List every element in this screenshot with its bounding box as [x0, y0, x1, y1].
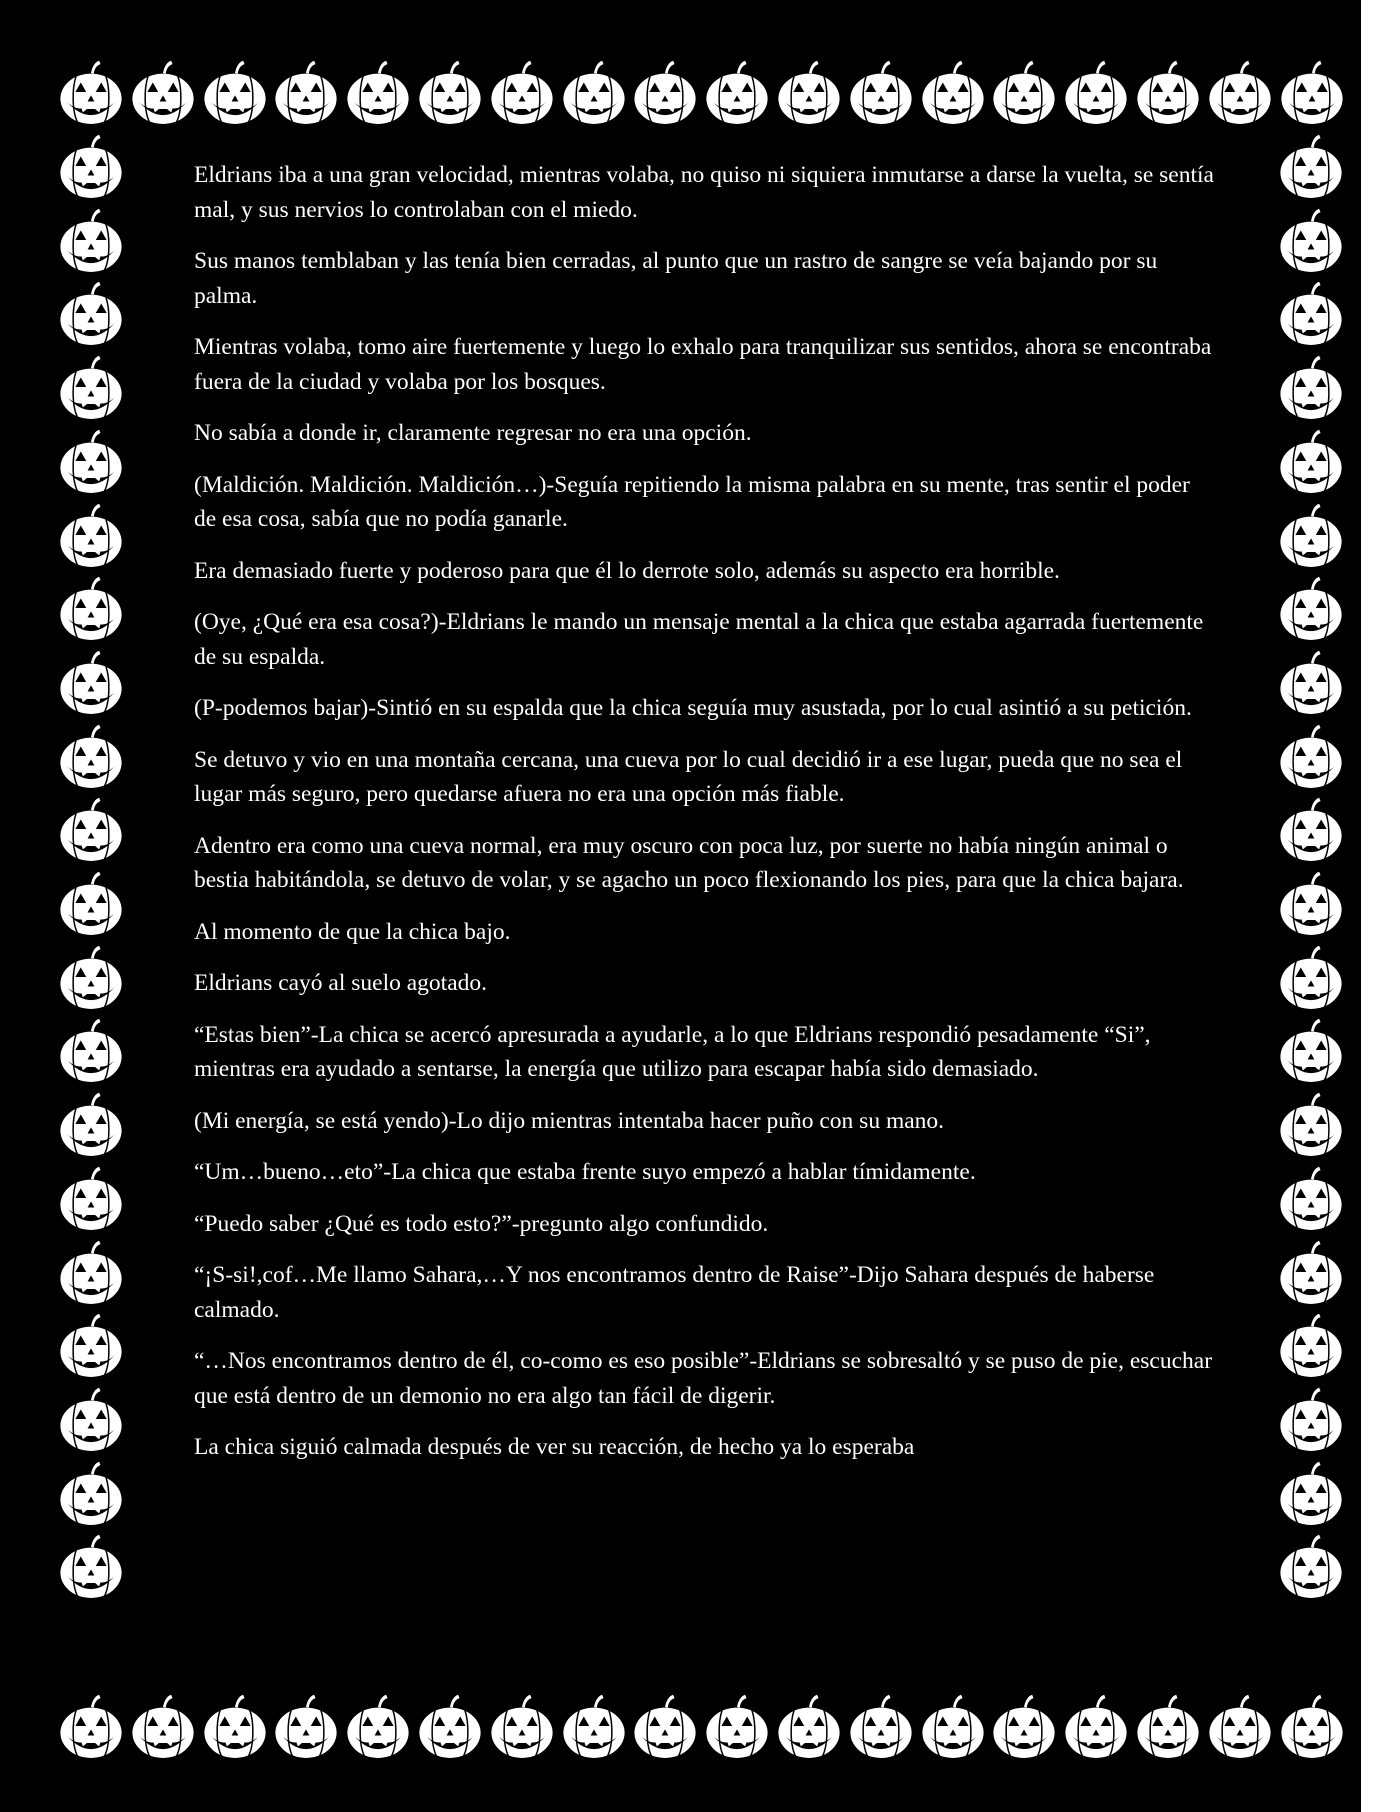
jack-o-lantern-icon — [1134, 1692, 1202, 1760]
jack-o-lantern-icon — [703, 58, 771, 126]
jack-o-lantern-icon — [57, 501, 125, 569]
jack-o-lantern-icon — [57, 1016, 125, 1084]
jack-o-lantern-icon — [1277, 279, 1345, 347]
jack-o-lantern-icon — [57, 1311, 125, 1379]
jack-o-lantern-icon — [560, 58, 628, 126]
jack-o-lantern-icon — [1278, 1692, 1346, 1760]
jack-o-lantern-icon — [57, 1459, 125, 1527]
jack-o-lantern-icon — [1277, 132, 1345, 200]
jack-o-lantern-icon — [201, 58, 269, 126]
jack-o-lantern-icon — [57, 58, 125, 126]
paragraph: “Estas bien”-La chica se acercó apresurada a ayudarle, a lo que Eldrians respondió pesadamente “Si”, mientras era ayudado a sentarse, la energía que utilizo para escapar había sido demasiado. — [194, 1021, 1151, 1082]
paragraph: “…Nos encontramos dentro de él, co-como es eso posible”-Eldrians se sobresaltó y se puso de pie, escuchar que está dentro de un demonio no era algo tan fácil de digerir. — [194, 1348, 1213, 1409]
jack-o-lantern-icon — [1277, 1311, 1345, 1379]
paragraph: “Puedo saber ¿Qué es todo esto?”-pregunto algo confundido. — [194, 1210, 769, 1237]
jack-o-lantern-icon — [1206, 1692, 1274, 1760]
jack-o-lantern-icon — [129, 58, 197, 126]
jack-o-lantern-icon — [990, 58, 1058, 126]
jack-o-lantern-icon — [1134, 58, 1202, 126]
paragraph: (P-podemos bajar)-Sintió en su espalda que la chica seguía muy asustada, por lo cual asintió a su petición. — [194, 695, 1192, 721]
jack-o-lantern-icon — [57, 1090, 125, 1158]
jack-o-lantern-icon — [1277, 206, 1345, 274]
jack-o-lantern-icon — [344, 58, 412, 126]
paragraph: “Um…bueno…eto”-La chica que estaba frente suyo empezó a hablar tímidamente. — [194, 1159, 976, 1185]
paragraph: (Oye, ¿Qué era esa cosa?)-Eldrians le mando un mensaje mental a la chica que estaba agarrada fuertemente de su espalda. — [194, 609, 1204, 670]
jack-o-lantern-icon — [57, 648, 125, 716]
jack-o-lantern-icon — [1277, 1016, 1345, 1084]
jack-o-lantern-icon — [1206, 58, 1274, 126]
jack-o-lantern-icon — [272, 58, 340, 126]
jack-o-lantern-icon — [129, 1692, 197, 1760]
jack-o-lantern-icon — [1062, 58, 1130, 126]
jack-o-lantern-icon — [919, 1692, 987, 1760]
jack-o-lantern-icon — [847, 1692, 915, 1760]
paragraph: “¡S-si!,cof…Me llamo Sahara,…Y nos encontramos dentro de Raise”-Dijo Sahara después de haberse calmado. — [194, 1262, 1155, 1323]
jack-o-lantern-icon — [1277, 574, 1345, 642]
jack-o-lantern-icon — [344, 1692, 412, 1760]
jack-o-lantern-icon — [1277, 353, 1345, 421]
jack-o-lantern-icon — [57, 427, 125, 495]
jack-o-lantern-icon — [1277, 795, 1345, 863]
jack-o-lantern-icon — [57, 1692, 125, 1760]
jack-o-lantern-icon — [57, 869, 125, 937]
jack-o-lantern-icon — [775, 58, 843, 126]
jack-o-lantern-icon — [57, 943, 125, 1011]
jack-o-lantern-icon — [416, 58, 484, 126]
jack-o-lantern-icon — [57, 1164, 125, 1232]
jack-o-lantern-icon — [703, 1692, 771, 1760]
paragraph: Era demasiado fuerte y poderoso para que él lo derrote solo, además su aspecto era horrible. — [194, 557, 1060, 584]
jack-o-lantern-icon — [1277, 1090, 1345, 1158]
jack-o-lantern-icon — [1277, 869, 1345, 937]
jack-o-lantern-icon — [631, 58, 699, 126]
jack-o-lantern-icon — [57, 1532, 125, 1600]
jack-o-lantern-icon — [1277, 1532, 1345, 1600]
jack-o-lantern-icon — [201, 1692, 269, 1760]
paragraph: La chica siguió calmada después de ver su reacción, de hecho ya lo esperaba — [194, 1434, 915, 1460]
paragraph: Se detuvo y vio en una montaña cercana, una cueva por lo cual decidió ir a ese lugar, pueda que no sea el lugar más seguro, pero quedarse afuera no era una opción más fiable. — [194, 746, 1183, 807]
jack-o-lantern-icon — [919, 58, 987, 126]
jack-o-lantern-icon — [57, 1385, 125, 1453]
paragraph: Sus manos temblaban y las tenía bien cerradas, al punto que un rastro de sangre se veía bajando por su palma. — [194, 248, 1158, 309]
jack-o-lantern-icon — [1277, 1459, 1345, 1527]
jack-o-lantern-icon — [57, 279, 125, 347]
jack-o-lantern-icon — [488, 58, 556, 126]
jack-o-lantern-icon — [1062, 1692, 1130, 1760]
jack-o-lantern-icon — [847, 58, 915, 126]
jack-o-lantern-icon — [57, 132, 125, 200]
paragraph: Eldrians cayó al suelo agotado. — [194, 970, 488, 996]
jack-o-lantern-icon — [57, 353, 125, 421]
jack-o-lantern-icon — [1277, 1164, 1345, 1232]
paragraph: (Maldición. Maldición. Maldición…)-Seguía repitiendo la misma palabra en su mente, tras sentir el poder de esa cosa, sabía que no podía ganarle. — [194, 471, 1190, 532]
paragraph: Al momento de que la chica bajo. — [194, 918, 511, 945]
jack-o-lantern-icon — [775, 1692, 843, 1760]
paragraph: No sabía a donde ir, claramente regresar no era una opción. — [194, 420, 752, 446]
jack-o-lantern-icon — [1277, 427, 1345, 495]
story-text — [194, 158, 1214, 1482]
jack-o-lantern-icon — [416, 1692, 484, 1760]
paragraph: (Mi energía, se está yendo)-Lo dijo mientras intentaba hacer puño con su mano. — [194, 1107, 945, 1134]
jack-o-lantern-icon — [57, 795, 125, 863]
jack-o-lantern-icon — [1278, 58, 1346, 126]
jack-o-lantern-icon — [1277, 648, 1345, 716]
jack-o-lantern-icon — [990, 1692, 1058, 1760]
jack-o-lantern-icon — [272, 1692, 340, 1760]
paragraph: Mientras volaba, tomo aire fuertemente y luego lo exhalo para tranquilizar sus sentidos, ahora se encontraba fuera de la ciudad y volaba por los bosques. — [194, 334, 1212, 395]
jack-o-lantern-icon — [57, 574, 125, 642]
jack-o-lantern-icon — [57, 206, 125, 274]
paragraph: Adentro era como una cueva normal, era muy oscuro con poca luz, por suerte no había ningún animal o bestia habitándola, se detuvo de volar, y se agacho un poco flexionando los pies, para que la chica bajara. — [194, 832, 1184, 893]
jack-o-lantern-icon — [631, 1692, 699, 1760]
jack-o-lantern-icon — [1277, 501, 1345, 569]
jack-o-lantern-icon — [1277, 1385, 1345, 1453]
jack-o-lantern-icon — [488, 1692, 556, 1760]
jack-o-lantern-icon — [57, 722, 125, 790]
paragraph: Eldrians iba a una gran velocidad, mientras volaba, no quiso ni siquiera inmutarse a darse la vuelta, se sentía mal, y sus nervios lo controlaban con el miedo. — [194, 162, 1214, 223]
jack-o-lantern-icon — [1277, 1238, 1345, 1306]
jack-o-lantern-icon — [1277, 943, 1345, 1011]
jack-o-lantern-icon — [1277, 722, 1345, 790]
jack-o-lantern-icon — [560, 1692, 628, 1760]
jack-o-lantern-icon — [57, 1238, 125, 1306]
